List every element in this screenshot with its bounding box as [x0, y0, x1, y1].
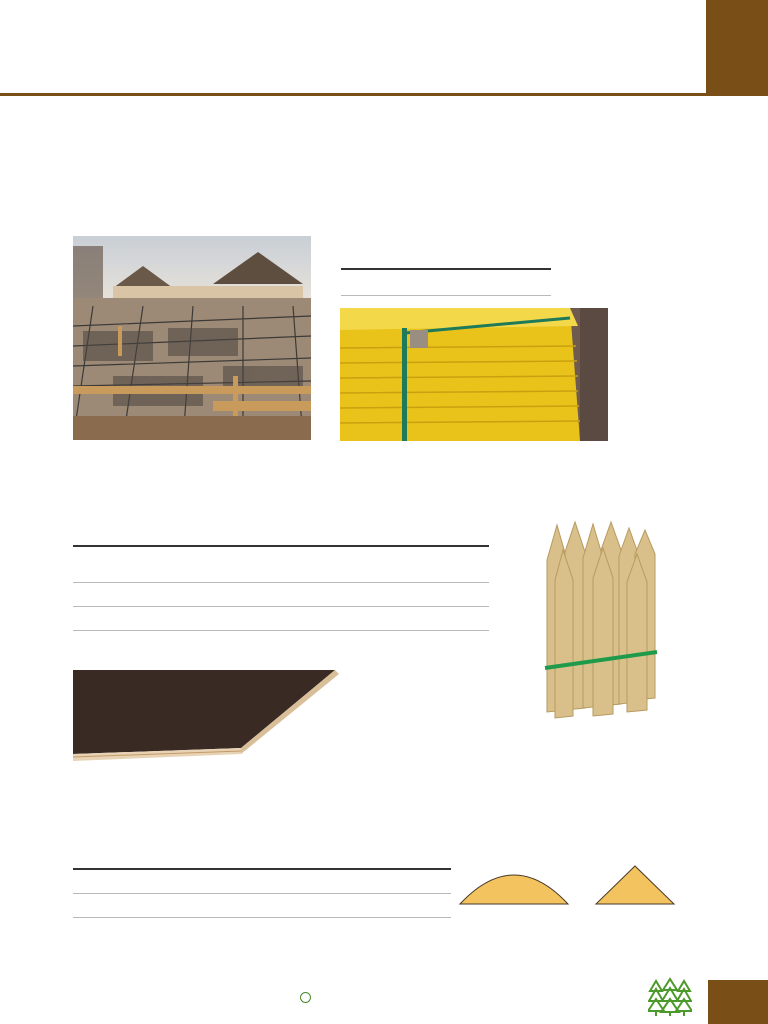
cell-medida — [199, 869, 295, 893]
col-header-product — [73, 518, 287, 546]
cell-medida — [347, 582, 443, 606]
cell-precio — [365, 917, 451, 941]
cell-product — [73, 546, 287, 582]
berenjeno-profile-icon — [594, 864, 676, 906]
col-header-price — [499, 244, 551, 269]
cell-price — [499, 269, 551, 295]
page-number — [708, 980, 768, 1024]
cell-paquetes — [295, 869, 365, 893]
trees-logo-icon — [648, 977, 692, 1017]
table-row — [73, 893, 451, 917]
cell-medida — [347, 606, 443, 630]
cell-precio — [365, 893, 451, 917]
wooden-stakes-image — [537, 520, 665, 720]
cell-grueso — [287, 606, 347, 630]
col-header-product — [73, 843, 199, 869]
cell-precio — [365, 869, 451, 893]
table-row — [73, 546, 489, 582]
col-header-grueso — [341, 244, 413, 269]
cell-medida — [347, 546, 443, 582]
cell-product — [73, 917, 199, 941]
header-rule — [0, 93, 706, 96]
table-row — [73, 869, 451, 893]
construction-site-photo — [73, 236, 311, 440]
tricapa-table — [341, 244, 551, 296]
cell-product — [73, 869, 199, 893]
estacas-table — [73, 843, 451, 941]
cell-price — [443, 582, 489, 606]
col-header-precio — [365, 843, 451, 869]
cell-product — [73, 582, 287, 606]
cell-medida — [413, 269, 499, 295]
cell-grueso — [287, 582, 347, 606]
plywood-board-image — [73, 668, 341, 768]
table-row — [73, 582, 489, 606]
cell-grueso — [287, 546, 347, 582]
footer-contact — [300, 992, 314, 1004]
table-row — [73, 917, 451, 941]
cell-medida — [199, 893, 295, 917]
table-row — [73, 606, 489, 630]
yellow-boards-photo — [340, 308, 608, 441]
col-header-medida — [413, 244, 499, 269]
chapter-number-tab — [706, 0, 768, 96]
col-header-medida — [347, 518, 443, 546]
col-header-grueso — [287, 518, 347, 546]
table-row — [341, 269, 551, 295]
tecnicos-table — [73, 518, 489, 631]
col-header-medida — [199, 843, 295, 869]
cell-price — [443, 606, 489, 630]
cell-grueso — [341, 269, 413, 295]
cell-price — [443, 546, 489, 582]
goteron-profile-icon — [458, 864, 570, 906]
col-header-paquetes — [295, 843, 365, 869]
cell-paquetes — [295, 893, 365, 917]
whatsapp-icon — [300, 992, 311, 1003]
side-category — [712, 108, 740, 268]
cell-paquetes — [295, 917, 365, 941]
col-header-price — [443, 518, 489, 546]
cell-medida — [199, 917, 295, 941]
cell-product — [73, 606, 287, 630]
cell-product — [73, 893, 199, 917]
